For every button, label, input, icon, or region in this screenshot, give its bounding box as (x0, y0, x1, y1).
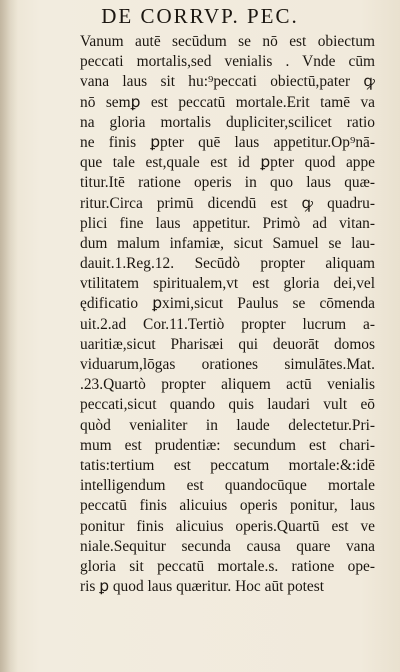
text-line: nō semꝑ est peccatū mortale.Erit tamē va (80, 93, 375, 111)
text-line: dauit.1.Reg.12. Secūdò propter aliquam (80, 255, 375, 273)
text-line: titur.Itē ratione operis in quo laus quæ- (80, 174, 375, 192)
text-line: ris ꝑ quod laus quæritur. Hoc aūt potest (80, 578, 325, 596)
page-gutter-shadow (0, 0, 18, 672)
text-line: peccati,sicut quando quis laudari vult eō (80, 396, 375, 414)
text-line: intelligendum est quandocūque mortale (80, 477, 375, 495)
text-line: viduarum,lōgas orationes simulātes.Mat. (80, 356, 375, 373)
text-line: uit.2.ad Cor.11.Tertiò propter lucrum a- (80, 315, 375, 333)
text-line: dum malum infamiæ, sicut Samuel se lau- (80, 234, 375, 252)
text-line: peccati mortalis,sed venialis . Vnde cūm (80, 53, 375, 71)
text-line: ędificatio ꝑximi,sicut Paulus se cōmenda (80, 295, 375, 313)
text-line: vtilitatem spiritualem,vt est gloria dei,vel (80, 275, 375, 293)
text-line: ritur.Circa primū dicendū est ꝙ quadru- (80, 194, 375, 212)
text-line: .23.Quartò propter aliquem actū venialis (80, 376, 375, 394)
text-line: uaritiæ,sicut Pharisæi qui deuorāt domos (80, 335, 375, 353)
text-line: gloria sit peccatū mortale.s. ratione ope- (80, 557, 375, 575)
text-line: niale.Sequitur secunda causa quare vana (80, 537, 375, 555)
body-text (80, 32, 375, 597)
text-line: vana laus sit hu:⁹peccati obiectū,pater ꝙ (80, 73, 375, 91)
text-line: que tale est,quale est id ꝑpter quod appe (80, 154, 375, 172)
text-line: na gloria mortalis dupliciter,scilicet ratio (80, 113, 375, 131)
text-line: quòd venialiter in laude delectetur.Pri- (80, 416, 375, 434)
text-line: ponitur finis alicuius operis.Quartū est ve (80, 517, 375, 535)
text-line: Vanum autē secūdum se nō est obiectum (80, 33, 375, 50)
text-line: plici fine laus appetitur. Primò ad vitan- (80, 214, 375, 232)
text-line: mum est prudentiæ: secundum est chari- (80, 436, 375, 454)
text-line: ne finis ꝑpter quē laus appetitur.Op⁹nā- (80, 133, 375, 151)
text-line: peccatū finis alicuius operis ponitur, laus (80, 497, 375, 515)
text-line: tatis:tertium est peccatum mortale:&:idē (80, 456, 375, 474)
running-title: DE CORRVP. PEC. (101, 4, 299, 28)
